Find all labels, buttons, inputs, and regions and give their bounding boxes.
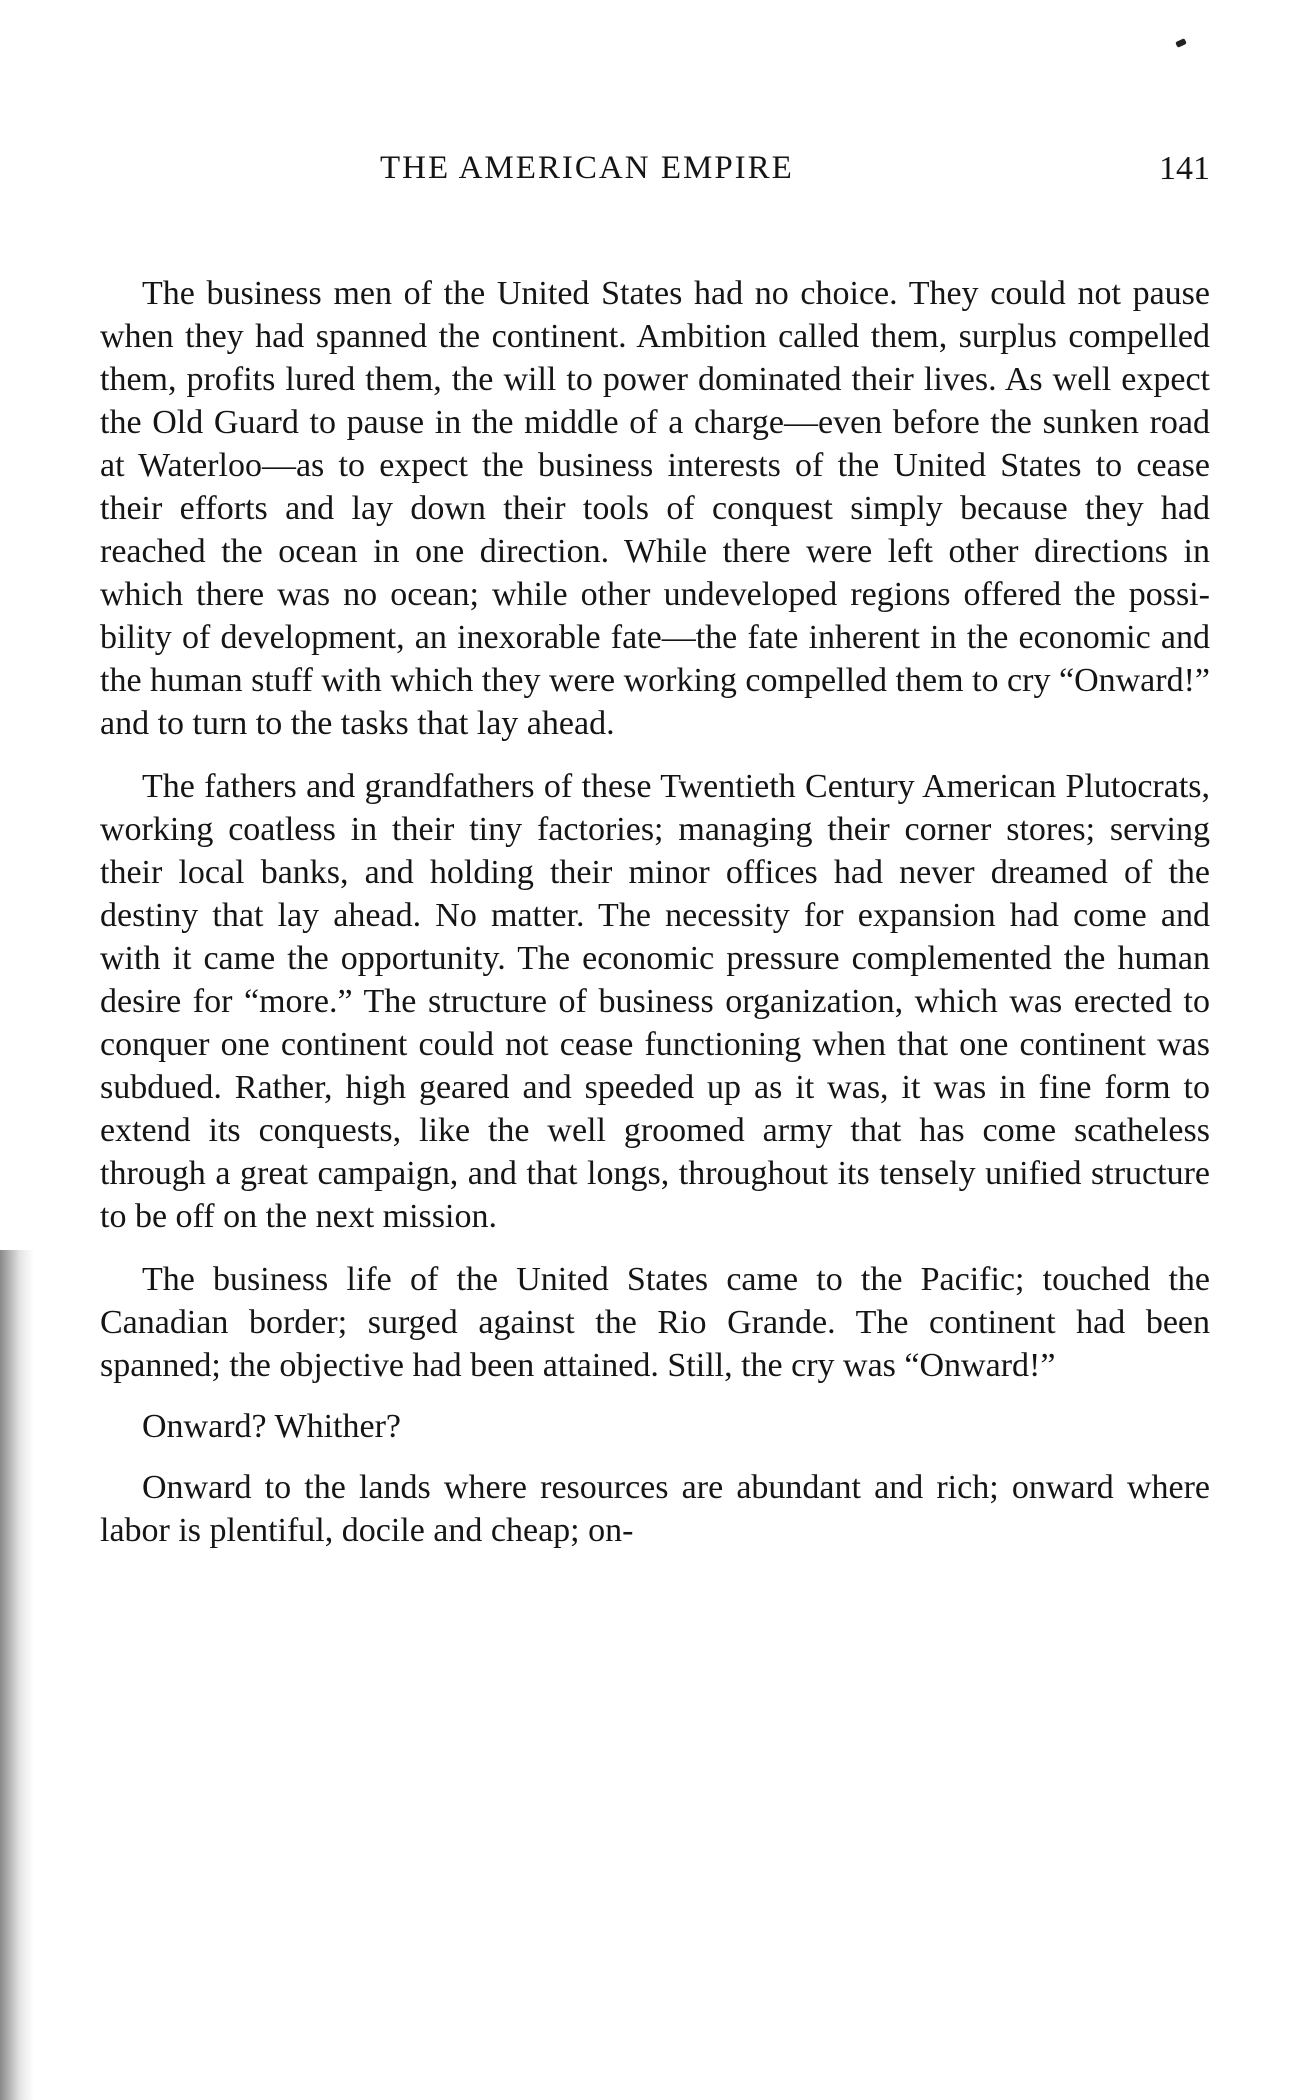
running-title: THE AMERICAN EMPIRE: [380, 150, 794, 186]
page-number: 141: [1159, 150, 1210, 187]
scan-edge-shadow: [0, 1250, 34, 2100]
paragraph: The business men of the United States had no choice. They could not pause when they had spanned the continent. Ambition called them, surplus compelled them, profits lured them, the will to power dominated their lives. As well expect the Old Guard to pause in the middle of a charge—even before the sunken road at Waterloo—as to expect the business interests of the United States to cease their efforts and lay down their tools of conquest simply because they had reached the ocean in one direction. While there were left other directions in which there was no ocean; while other undeveloped regions offered the possibility of development, an inexorable fate—the fate inherent in the economic and the human stuff with which they were working compelled them to cry “Onward!” and to turn to the tasks that lay ahead.: [100, 275, 1210, 742]
paragraph: Onward? Whither?: [142, 1408, 401, 1445]
paragraph: The fathers and grandfathers of these Twentieth Century American Plutocrats, working coatless in their tiny factories; managing their corner stores; serving their local banks, and holding their minor offices had never dreamed of the destiny that lay ahead. No matter. The necessity for expansion had come and with it came the opportunity. The economic pressure complemented the human desire for “more.” The structure of business organization, which was erected to conquer one continent could not cease functioning when that one continent was subdued. Rather, high geared and speeded up as it was, it was in fine form to extend its conquests, like the well groomed army that has come scatheless through a great campaign, and that longs, throughout its tensely unified structure to be off on the next mission.: [100, 768, 1210, 1235]
text-body: [100, 272, 1210, 1552]
ink-speck: [1175, 38, 1187, 48]
running-head: [100, 150, 1210, 190]
paragraph: Onward to the lands where resources are abundant and rich; onward where labor is plentiful, docile and cheap; on-: [100, 1469, 1210, 1549]
paragraph: The business life of the United States came to the Pacific; touched the Canadian border; surged against the Rio Grande. The continent had been spanned; the objective had been attained. Still, the cry was “Onward!”: [100, 1261, 1210, 1384]
